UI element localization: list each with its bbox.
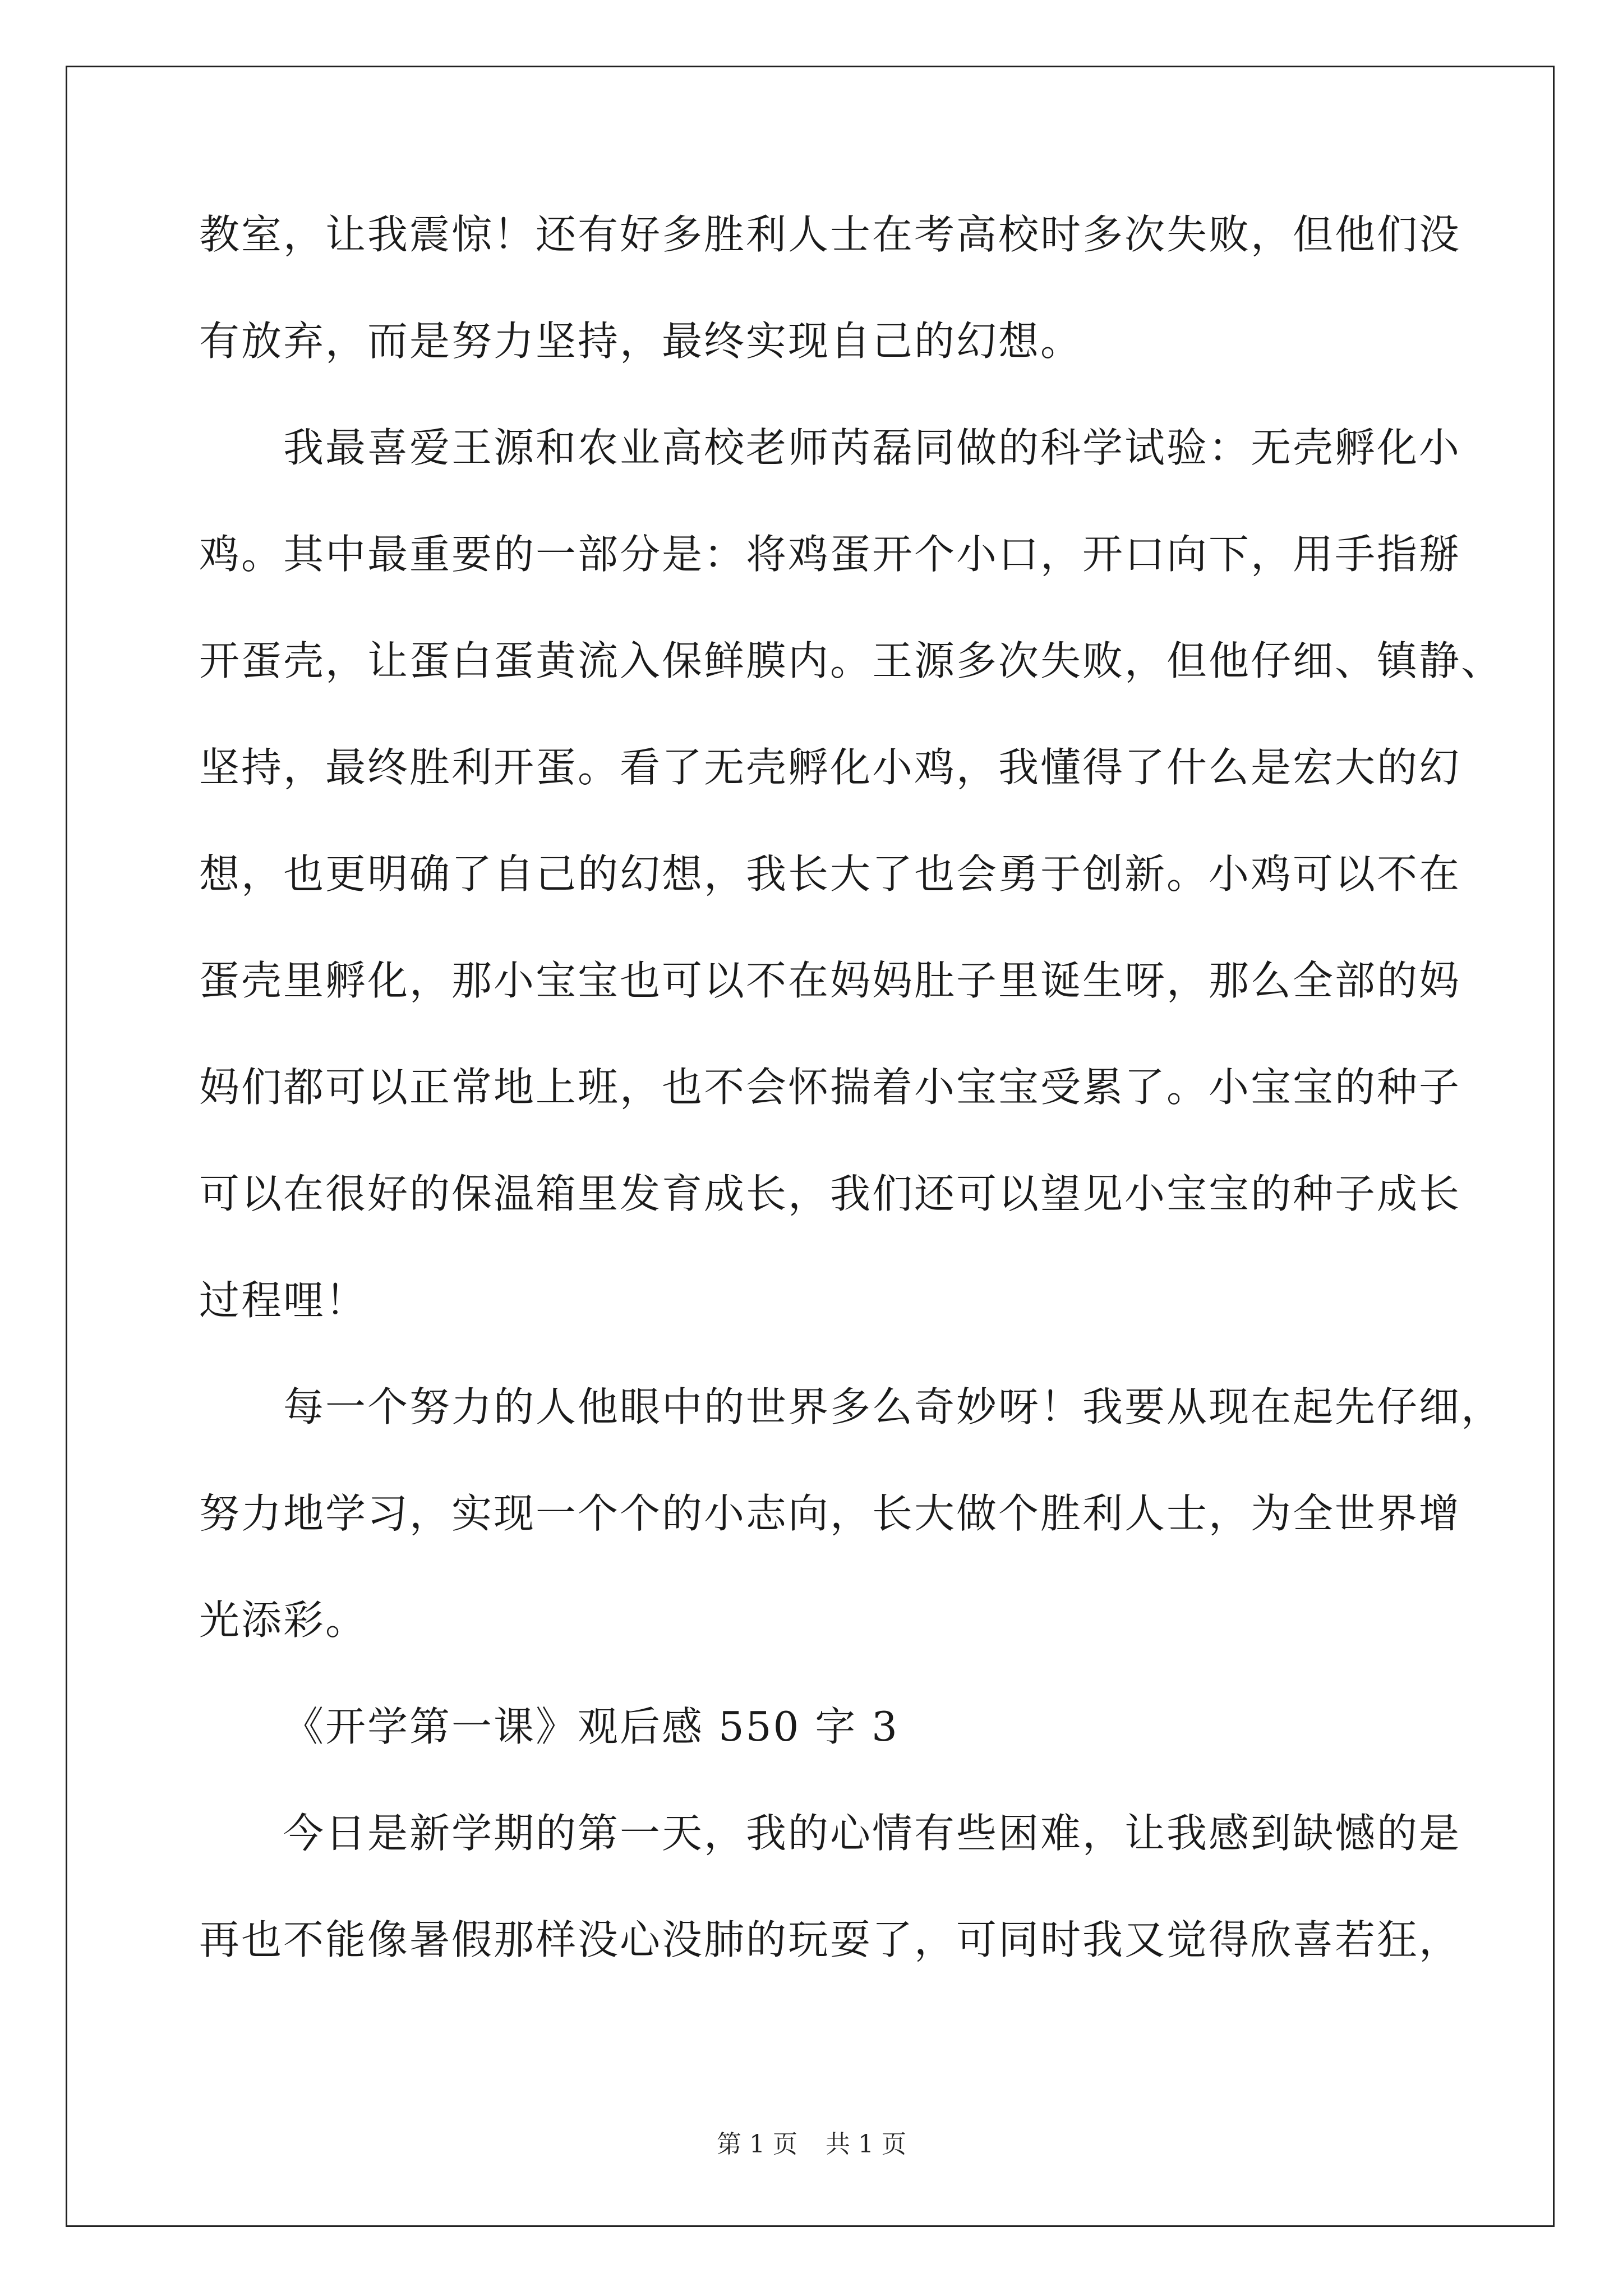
text-line-5: 开蛋壳，让蛋白蛋黄流入保鲜膜内。王源多次失败，但他仔细、镇静、 xyxy=(199,637,1504,684)
text-line-13: 努力地学习，实现一个个的小志向，长大做个胜利人士，为全世界增 xyxy=(199,1490,1461,1537)
text-line-6: 坚持，最终胜利开蛋。看了无壳孵化小鸡，我懂得了什么是宏大的幻 xyxy=(199,744,1461,791)
text-line-4: 鸡。其中最重要的一部分是：将鸡蛋开个小口，开口向下，用手指掰 xyxy=(199,531,1461,578)
text-line-9: 妈们都可以正常地上班，也不会怀揣着小宝宝受累了。小宝宝的种子 xyxy=(199,1064,1461,1111)
text-line-17: 再也不能像暑假那样没心没肺的玩耍了，可同时我又觉得欣喜若狂， xyxy=(199,1916,1461,1963)
section-heading: 《开学第一课》观后感 550 字 3 xyxy=(283,1703,899,1750)
text-line-10: 可以在很好的保温箱里发育成长，我们还可以望见小宝宝的种子成长 xyxy=(199,1170,1461,1217)
page-footer xyxy=(0,2129,1623,2160)
text-line-8: 蛋壳里孵化，那小宝宝也可以不在妈妈肚子里诞生呀，那么全部的妈 xyxy=(199,957,1461,1004)
text-line-3: 我最喜爱王源和农业高校老师芮磊同做的科学试验：无壳孵化小 xyxy=(283,424,1461,471)
text-line-2: 有放弃，而是努力坚持，最终实现自己的幻想。 xyxy=(199,318,1083,365)
page-number: 第 1 页 xyxy=(717,2130,797,2159)
text-line-1: 教室，让我震惊！还有好多胜利人士在考高校时多次失败，但他们没 xyxy=(199,211,1461,258)
text-line-14: 光添彩。 xyxy=(199,1596,368,1644)
text-line-11: 过程哩！ xyxy=(199,1277,368,1324)
text-line-12: 每一个努力的人他眼中的世界多么奇妙呀！我要从现在起先仔细， xyxy=(283,1383,1504,1430)
page-total: 共 1 页 xyxy=(826,2130,906,2159)
document-body xyxy=(199,208,1504,2019)
text-line-7: 想，也更明确了自己的幻想，我长大了也会勇于创新。小鸡可以不在 xyxy=(199,850,1461,898)
text-line-16: 今日是新学期的第一天，我的心情有些困难，让我感到缺憾的是 xyxy=(283,1810,1461,1857)
